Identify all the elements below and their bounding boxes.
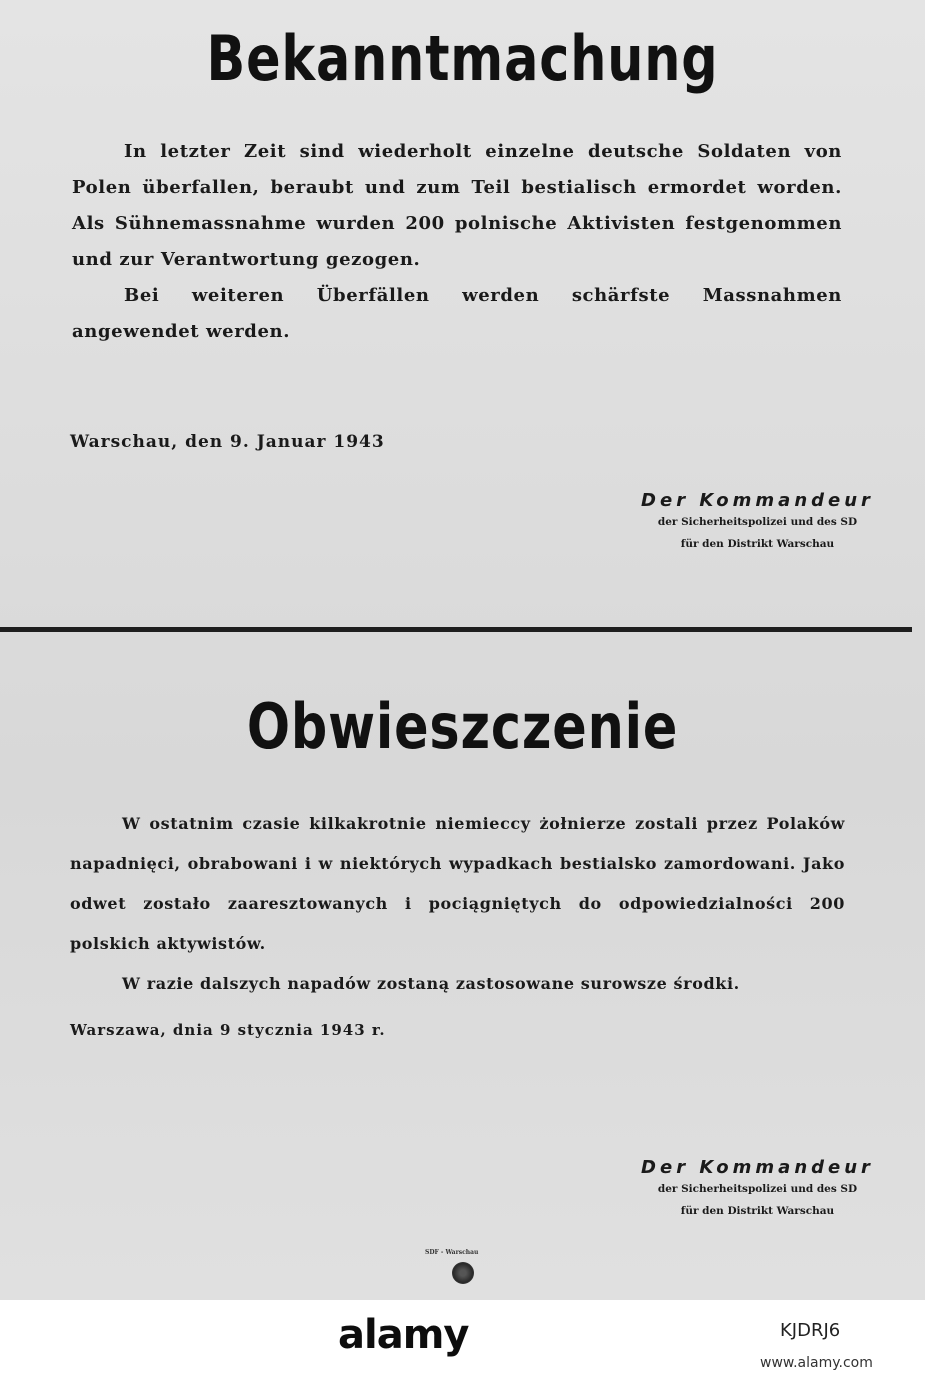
german-dateline: Warschau, den 9. Januar 1943 bbox=[70, 432, 385, 452]
polish-title: Obwieszczenie bbox=[246, 690, 679, 763]
german-signature-line-2: für den Distrikt Warschau bbox=[680, 538, 835, 550]
german-body bbox=[72, 134, 842, 350]
german-signature-title: Der Kommandeur bbox=[641, 490, 874, 511]
polish-signature bbox=[600, 1157, 915, 1222]
german-paragraph-2: Bei weiteren Überfällen werden schärfste Massnahmen angewendet werden. bbox=[72, 285, 842, 342]
german-signature bbox=[600, 490, 915, 555]
watermark-url: www.alamy.com bbox=[760, 1355, 873, 1371]
watermark-brand: alamy bbox=[338, 1312, 469, 1358]
polish-signature-line-2: für den Distrikt Warschau bbox=[680, 1205, 835, 1217]
seal-emblem-icon bbox=[452, 1262, 474, 1284]
polish-signature-title: Der Kommandeur bbox=[641, 1157, 874, 1178]
polish-paragraph-1: W ostatnim czasie kilkakrotnie niemieccy żołnierze zostali przez Polaków napadnięci, obrabowani i w niektórych wypadkach bestialsko zamordowani. Jako odwet zostało zaaresztowanych i pociągniętych do odpowiedzialności 200 polskich aktywistów. bbox=[70, 814, 845, 953]
polish-paragraph-2: W razie dalszych napadów zostaną zastosowane surowsze środki. bbox=[122, 974, 740, 993]
german-signature-line-1: der Sicherheitspolizei und des SD bbox=[657, 516, 858, 528]
polish-dateline: Warszawa, dnia 9 stycznia 1943 r. bbox=[70, 1021, 386, 1039]
polish-body bbox=[70, 804, 845, 1004]
german-title: Bekanntmachung bbox=[206, 22, 719, 95]
german-paragraph-1: In letzter Zeit sind wiederholt einzelne deutsche Soldaten von Polen überfallen, beraubt und zum Teil bestialisch ermordet worden. Als Sühnemassnahme wurden 200 polnische Aktivisten festgenommen und zur Verantwortung gezogen. bbox=[72, 141, 842, 270]
section-divider bbox=[0, 627, 912, 632]
printer-mark: SDF - Warschau bbox=[425, 1249, 479, 1256]
polish-signature-line-1: der Sicherheitspolizei und des SD bbox=[657, 1183, 858, 1195]
watermark-image-id: KJDRJ6 bbox=[780, 1320, 841, 1341]
